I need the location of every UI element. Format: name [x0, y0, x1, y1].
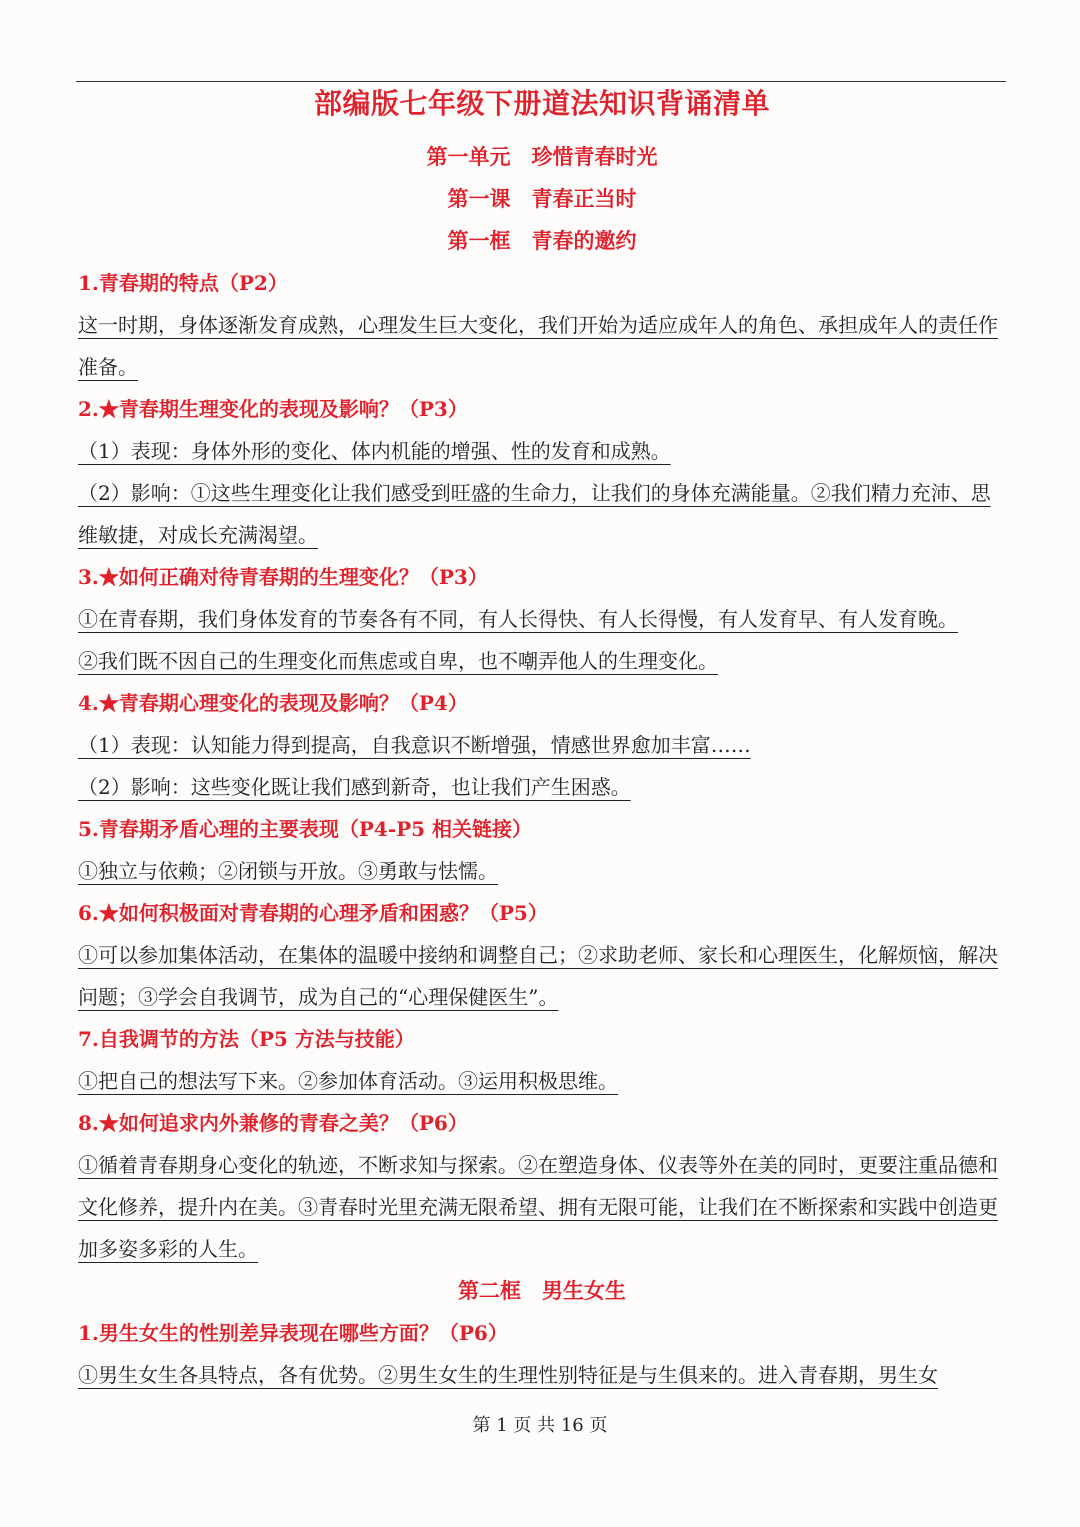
answer-paragraph — [78, 724, 1006, 766]
answer-paragraph — [78, 430, 1006, 472]
section-list-1 — [78, 262, 1006, 1270]
answer-text: ①把自己的想法写下来。②参加体育活动。③运用积极思维。 — [78, 1069, 618, 1093]
answer-text: （2）影响：①这些生理变化让我们感受到旺盛的生命力，让我们的身体充满能量。②我们精力充沛、思维敏捷，对成长充满渴望。 — [78, 481, 991, 547]
answer-text: （1）表现：认知能力得到提高，自我意识不断增强，情感世界愈加丰富…… — [78, 733, 751, 757]
answer-text: 这一时期，身体逐渐发育成熟，心理发生巨大变化，我们开始为适应成年人的角色、承担成年人的责任作准备。 — [78, 313, 998, 379]
question-heading: 4.★青春期心理变化的表现及影响？（P4） — [78, 691, 468, 715]
document-content — [78, 84, 1006, 1396]
lesson-heading: 第一课 青春正当时 — [447, 186, 637, 211]
answer-text: （1）表现：身体外形的变化、体内机能的增强、性的发育和成熟。 — [78, 439, 671, 463]
question-heading: 6.★如何积极面对青春期的心理矛盾和困惑？（P5） — [78, 901, 548, 925]
answer-text: ①独立与依赖；②闭锁与开放。③勇敢与怯懦。 — [78, 859, 498, 883]
answer-paragraph — [78, 850, 1006, 892]
answer-paragraph — [78, 1060, 1006, 1102]
question-heading: 5.青春期矛盾心理的主要表现（P4-P5 相关链接） — [78, 817, 533, 841]
top-rule — [76, 81, 1006, 82]
answer-paragraph — [78, 472, 1006, 556]
question-heading: 3.★如何正确对待青春期的生理变化？（P3） — [78, 565, 488, 589]
answer-text: ①可以参加集体活动，在集体的温暖中接纳和调整自己；②求助老师、家长和心理医生，化解烦恼，解决问题；③学会自我调节，成为自己的“心理保健医生”。 — [78, 943, 998, 1009]
answer-paragraph — [78, 640, 1006, 682]
question-heading: 2.★青春期生理变化的表现及影响？（P3） — [78, 397, 468, 421]
answer-paragraph — [78, 598, 1006, 640]
question-heading: 8.★如何追求内外兼修的青春之美？（P6） — [78, 1111, 468, 1135]
answer-paragraph — [78, 766, 1006, 808]
answer-text: ①男生女生各具特点，各有优势。②男生女生的生理性别特征是与生俱来的。进入青春期，男生女 — [78, 1363, 938, 1387]
unit-heading: 第一单元 珍惜青春时光 — [426, 144, 658, 169]
frame-heading-1: 第一框 青春的邀约 — [447, 228, 637, 253]
frame-heading-2: 第二框 男生女生 — [458, 1278, 626, 1303]
question-heading: 1.男生女生的性别差异表现在哪些方面？（P6） — [78, 1321, 508, 1345]
answer-text: ②我们既不因自己的生理变化而焦虑或自卑，也不嘲弄他人的生理变化。 — [78, 649, 718, 673]
question-heading: 1.青春期的特点（P2） — [78, 271, 288, 295]
page-footer: 第 1 页 共 16 页 — [472, 1415, 608, 1436]
answer-paragraph — [78, 304, 1006, 388]
answer-text: （2）影响：这些变化既让我们感到新奇，也让我们产生困惑。 — [78, 775, 631, 799]
section-list-2 — [78, 1312, 1006, 1396]
answer-text: ①循着青春期身心变化的轨迹，不断求知与探索。②在塑造身体、仪表等外在美的同时，更要注重品德和文化修养，提升内在美。③青春时光里充满无限希望、拥有无限可能，让我们在不断探索和实践中创造更加多姿多彩的人生。 — [78, 1153, 998, 1261]
answer-text: ①在青春期，我们身体发育的节奏各有不同，有人长得快、有人长得慢，有人发育早、有人发育晚。 — [78, 607, 958, 631]
answer-paragraph — [78, 934, 1006, 1018]
answer-paragraph — [78, 1354, 1006, 1396]
question-heading: 7.自我调节的方法（P5 方法与技能） — [78, 1027, 415, 1051]
answer-paragraph — [78, 1144, 1006, 1270]
document-title: 部编版七年级下册道法知识背诵清单 — [313, 87, 770, 120]
